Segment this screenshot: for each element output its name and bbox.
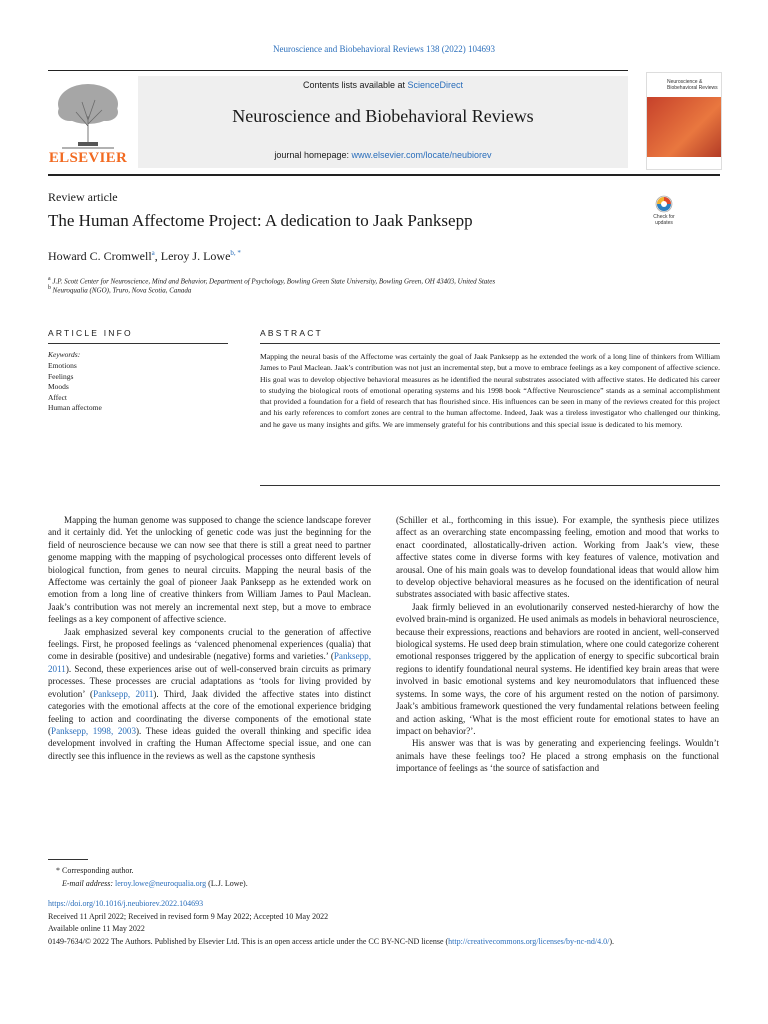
body-paragraph — [48, 514, 371, 626]
email-line — [62, 879, 248, 888]
author-separator: , — [154, 249, 161, 263]
license-line — [48, 936, 720, 947]
body-text: ). These ideas guided the overall thinking and specific idea development involved in crafting the Human Affectome special issue, and one can directly see this influence in the reviews as well as the capstone synthesis — [48, 725, 371, 761]
available-online: Available online 11 May 2022 — [48, 924, 145, 933]
abstract-rule — [260, 343, 720, 344]
homepage-link[interactable]: www.elsevier.com/locate/neubiorev — [351, 150, 492, 160]
crossmark-icon — [646, 194, 682, 214]
license-suffix: ). — [609, 937, 614, 946]
keywords-list — [48, 361, 102, 414]
citation-link[interactable]: Panksepp, 1998, 2003 — [51, 725, 137, 736]
keyword: Emotions — [48, 361, 77, 370]
check-for-updates-button[interactable] — [646, 194, 682, 230]
author-list — [48, 249, 241, 264]
article-info-rule — [48, 343, 228, 344]
corresponding-author-text: Corresponding author. — [62, 866, 134, 875]
homepage-line — [138, 150, 628, 160]
journal-cover-thumbnail[interactable] — [646, 72, 722, 170]
elsevier-wordmark: ELSEVIER — [48, 150, 128, 166]
license-link[interactable]: http://creativecommons.org/licenses/by-nc-nd/4.0/ — [448, 937, 610, 946]
body-paragraph — [396, 514, 719, 601]
header-bottom-rule — [48, 174, 720, 176]
email-label: E-mail address: — [62, 879, 116, 888]
contents-line — [138, 80, 628, 90]
body-column-right — [396, 514, 719, 775]
body-text: Mapping the human genome was supposed to change the science landscape forever and it certainly did. Yet the unlocking of genetic code was just the beginning for the field of neuroscience because we can now see that there is still a great need to partner genome mapping with the mapping of psychological processes onto different levels of biological function, from genes to neural circuits. Mapping the neural basis of the Affectome was certainly the goal of pioneer Jaak Panksepp as he extended work on emotion from a long line of creative thinkers from William James to Paul Maclean. Jaak’s contribution was not merely an incremental next step, but a move to embrace feelings as a key component of affective science. — [48, 515, 371, 625]
article-info-heading: ARTICLE INFO — [48, 328, 133, 338]
affiliation — [48, 285, 191, 294]
author-affiliation-mark[interactable]: a — [151, 249, 155, 257]
keyword: Moods — [48, 382, 69, 391]
email-link[interactable]: leroy.lowe@neuroqualia.org — [115, 879, 207, 888]
body-paragraph — [396, 737, 719, 774]
contents-prefix: Contents lists available at — [302, 80, 408, 90]
body-paragraph — [48, 626, 371, 762]
abstract-text: Mapping the neural basis of the Affectome was certainly the goal of Jaak Panksepp as he extended the work of a long line of thinkers from William James to Paul Maclean. Jaak’s contribution was not just an incremental step, but a move to embrace feelings as a key component of affective science. His goal was to develop objective behavioral measures as he identified the neural substrates associated with affective states. He dedicated his career to studying the biological roots of emotional operating systems and his 1998 book “Affective Neuroscience” stands as a seminal accomplishment that provided a foundation for a field of research that has flourished since. His influences can be seen in many of the reviews created for this project and his early references to comfort zones are central to the human affectome. Indeed, Jaak was a tireless investigator who challenged our thinking, and he gave us many insights and gifts. We are immensely grateful for his contributions and this special issue is dedicated to his memory. — [260, 352, 720, 429]
body-text: ). Third, Jaak divided the affective states into distinct categories with the emotional affects at the core of the emotional experience bridging feeling to action and coordinating the diverse components of the emotional state ( — [48, 688, 372, 736]
article-type: Review article — [48, 190, 118, 204]
body-text: Jaak emphasized several key components crucial to the generation of affective feelings. First, he proposed feelings as ‘valenced phenomenal experiences (qualia) that come in desirable (positive) and undesirable (negative) forms and varieties.’ ( — [48, 626, 371, 662]
article-title: The Human Affectome Project: A dedication to Jaak Panksepp — [48, 211, 473, 230]
affiliation-mark: a — [48, 276, 51, 282]
sciencedirect-link[interactable]: ScienceDirect — [407, 80, 464, 90]
affiliation-text: Neuroqualia (NGO), Truro, Nova Scotia, Canada — [52, 286, 192, 295]
check-for-updates-label: Check for updates — [653, 214, 675, 226]
journal-reference[interactable]: Neuroscience and Biobehavioral Reviews 138 (2022) 104693 — [273, 44, 495, 54]
email-suffix: (L.J. Lowe). — [206, 879, 248, 888]
abstract-bottom-rule — [260, 485, 720, 486]
homepage-prefix: journal homepage: — [274, 150, 352, 160]
received-dates: Received 11 April 2022; Received in revised form 9 May 2022; Accepted 10 May 2022 — [48, 912, 329, 921]
body-column-left — [48, 514, 371, 762]
body-text: ). Second, these experiences arise out of well-conserved brain circuits as primary processes. These processes are crucial adaptations as ‘tools for living provided by evolution’ ( — [48, 663, 371, 699]
citation-link[interactable]: Panksepp, 2011 — [48, 651, 371, 674]
citation-link[interactable]: Panksepp, 2011 — [93, 688, 154, 699]
author-name: Leroy J. Lowe — [160, 249, 231, 263]
affiliation-mark: b — [48, 285, 51, 291]
keyword: Feelings — [48, 371, 74, 381]
affiliation-text: J.P. Scott Center for Neuroscience, Mind and Behavior, Department of Psychology, Bowling Green State University, Bowling Green, OH 43403, United States — [52, 277, 496, 286]
journal-title: Neuroscience and Biobehavioral Reviews — [232, 106, 534, 126]
body-text: His answer was that is was by generating and experiencing feelings. Wouldn’t animals have these feelings too? He placed a strong emphasis on the functional importance of feelings as ‘the source of satisfaction and — [396, 738, 719, 774]
license-prefix: 0149-7634/© 2022 The Authors. Published by Elsevier Ltd. This is an open access article under the CC BY-NC-ND license ( — [48, 937, 449, 946]
keywords-label: Keywords: — [48, 350, 81, 359]
doi-link[interactable]: https://doi.org/10.1016/j.neubiorev.2022.104693 — [48, 899, 204, 908]
affiliation — [48, 276, 495, 285]
body-text: (Schiller et al., forthcoming in this issue). For example, the synthesis piece utilizes affect as an overarching state encompassing feeling, emotion and mood that works to enact coordinated, allostatically-driven action. Working from Jaak’s view, these affective states come in diverse forms with key features of valence, motivation and arousal. One of his main goals was to develop foundational ideas that would allow him to develop objective behavioral measures as he focused on the identification of neural substrates associated with basic affective states. — [396, 515, 719, 600]
footnote-rule — [48, 859, 88, 860]
header-top-rule — [48, 70, 628, 71]
keyword: Human affectome — [48, 403, 102, 412]
keyword: Affect — [48, 392, 68, 402]
author-affiliation-mark[interactable]: b, * — [230, 249, 241, 257]
cover-title: Neuroscience & Biobehavioral Reviews — [667, 79, 718, 91]
body-text: Jaak firmly believed in an evolutionarily conserved nested-hierarchy of how the evolved brain-mind is organized. He used animals as models in behavioral neuroscience, because their expressions, reactions and behaviors are rooted in ancient, well-conserved biological systems. He used deep brain stimulation, where one could categorize coherent emotional responses triggered by the application of energy to specific subcortical brain regions to identify foundational neural systems. He identified key brain areas that were involved in basic emotional systems and key neuromodulators that influenced these systems. In some ways, the core of his argument rested on the notion of parsimony. Jaak’s ambitious framework questioned the very fundamental relations between feeling and action asking, ‘What is the most efficient route for emotional states to have an impact on behavior?’. — [396, 601, 719, 736]
author-name: Howard C. Cromwell — [48, 249, 152, 263]
corresponding-author-note: * Corresponding author. — [56, 866, 134, 875]
body-paragraph — [396, 601, 719, 737]
cover-art — [647, 97, 721, 157]
abstract-heading: ABSTRACT — [260, 328, 323, 338]
